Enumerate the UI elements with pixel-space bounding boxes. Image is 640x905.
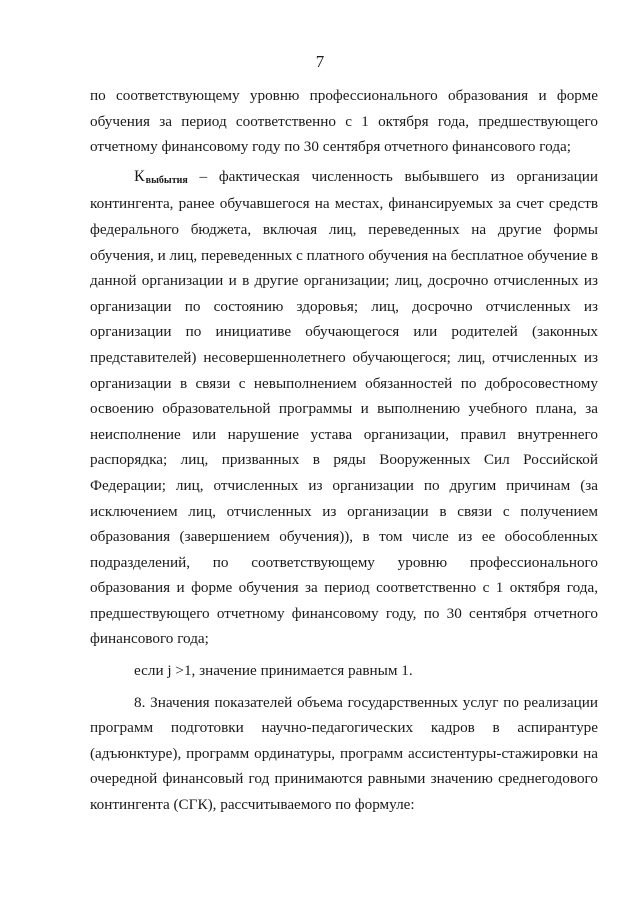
document-body	[90, 83, 598, 818]
variable-k: К	[134, 167, 145, 185]
paragraph-k-definition	[90, 164, 598, 652]
paragraph-item-8: 8. Значения показателей объема государственных услуг по реализации программ подготовки научно-педагогических кадров в аспирантуре (адъюнктуре), программ ординатуры, программ ассистентуры-стажировки на очередной финансовый год принимаются равными значению среднегодового контингента (СГК), рассчитываемого по формуле:	[90, 693, 598, 814]
page-number: 7	[315, 52, 325, 71]
paragraph-continuation: по соответствующему уровню профессионального образования и форме обучения за период соответственно с 1 октября года, предшествующего отчетному финансовому году по 30 сентября отчетного финансового года;	[90, 87, 598, 156]
k-definition-text: – фактическая численность выбывшего из организации контингента, ранее обучавшегося на местах, финансируемых за счет средств федерального бюджета, включая лиц, переведенных на другие формы обучения, и лиц, переведенных с платного обучения на бесплатное обучение в данной организации и в другие организации; лиц, досрочно отчисленных из организации по состоянию здоровья; лиц, досрочно отчисленных из организации по инициативе обучающегося или родителей (законных представителей) несовершеннолетнего обучающегося; лиц, отчисленных из организации в связи с невыполнением обязанностей по добросовестному освоению образовательной программы и выполнению учебного плана, за неисполнение или нарушение устава организации, правил внутреннего распорядка; лиц, призванных в ряды Вооруженных Сил Российской Федерации; лиц, отчисленных из организации по другим причинам (за исключением лиц, отчисленных из организации в связи с получением образования (завершением обучения)), в том числе из ее обособленных подразделений, по соответствующему уровню профессионального образования и форме обучения за период соответственно с 1 октября года, предшествующего отчетному финансовому году, по 30 сентября отчетного финансового года;	[90, 167, 598, 648]
variable-k-subscript: выбытия	[145, 174, 188, 186]
paragraph-condition: если j >1, значение принимается равным 1.	[134, 662, 413, 680]
